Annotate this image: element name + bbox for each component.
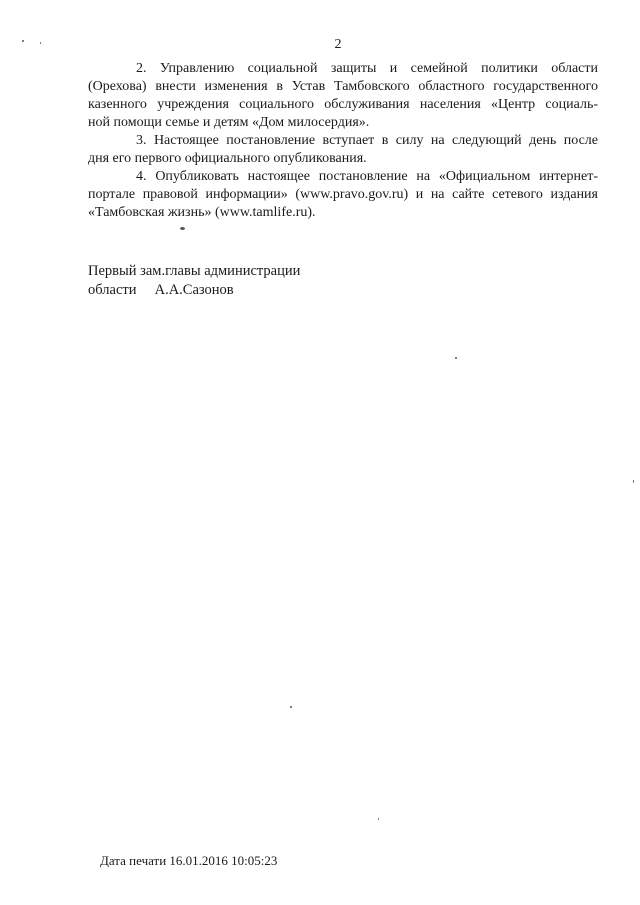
scan-speck	[40, 42, 41, 44]
scan-speck	[290, 706, 292, 708]
page-number: 2	[334, 37, 342, 52]
signatory-line	[88, 281, 300, 300]
text-line: 4. Опубликовать настоящее постановление на «Официальном интернет-	[136, 169, 598, 184]
print-date: Дата печати 16.01.2016 10:05:23	[100, 853, 278, 868]
text-line: дня его первого официального опубликования.	[88, 151, 367, 166]
text-line: ной помощи семье и детям «Дом милосердия».	[88, 115, 370, 130]
text-line: (Орехова) внести изменения в Устав Тамбовского областного государственного	[88, 79, 598, 94]
paragraph-2	[88, 60, 598, 132]
paragraph-3	[88, 132, 598, 168]
text-line: 3. Настоящее постановление вступает в силу на следующий день после	[136, 133, 598, 148]
text-line: казенного учреждения социального обслуживания населения «Центр социаль-	[88, 97, 598, 112]
scan-speck	[378, 818, 379, 820]
signatory-region: области	[88, 282, 137, 298]
signatory-name: А.А.Сазонов	[154, 282, 234, 298]
text-line: «Тамбовская жизнь» (www.tamlife.ru).	[88, 205, 316, 220]
text-line: портале правовой информации» (www.pravo.gov.ru) и на сайте сетевого издания	[88, 187, 598, 202]
paragraph-4	[88, 168, 598, 222]
text-line: 2. Управлению социальной защиты и семейной политики области	[136, 61, 598, 76]
scan-speck	[455, 357, 457, 359]
document-body	[88, 60, 598, 222]
scan-speck	[633, 480, 634, 483]
signature-block	[88, 262, 300, 300]
signatory-title: Первый зам.главы администрации	[88, 263, 301, 279]
scan-speck	[22, 40, 24, 42]
scan-speck	[180, 227, 185, 230]
